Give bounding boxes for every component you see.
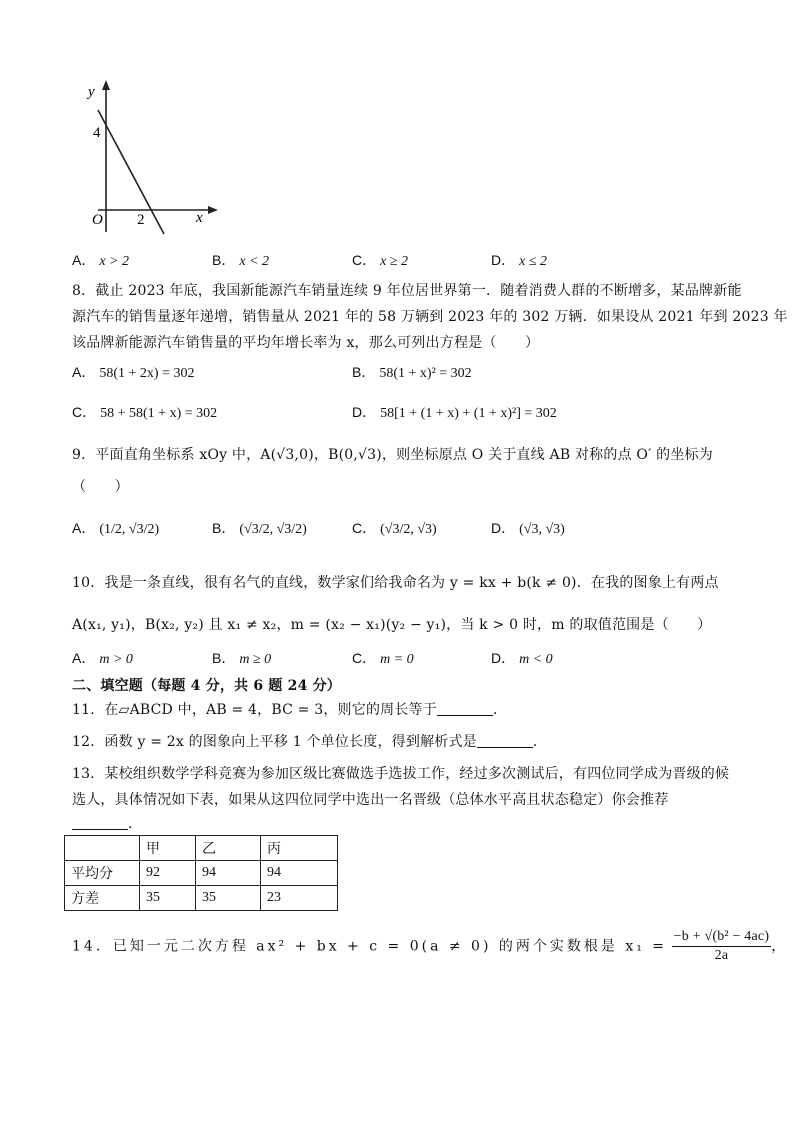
q13-text-line1: 13．某校组织数学学科竞赛为参加区级比赛做选手选拔工作，经过多次测试后，有四位同学成为晋级的候 bbox=[72, 766, 730, 782]
q12-answer-blank[interactable] bbox=[477, 733, 533, 748]
q8-option-c[interactable]: C． 58 + 58(1 + x) = 302 bbox=[72, 404, 218, 421]
q9-option-b[interactable]: B． (√3/2, √3/2) bbox=[212, 520, 307, 537]
q10-option-d[interactable]: D． m < 0 bbox=[491, 650, 553, 667]
q8-text-line1: 8．截止 2023 年底，我国新能源汽车销量连续 9 年位居世界第一．随着消费人群的不断增多，某品牌新能 bbox=[72, 283, 742, 299]
q10-option-b[interactable]: B． m ≥ 0 bbox=[212, 650, 272, 667]
table-cell: 方差 bbox=[65, 886, 140, 911]
q8-option-b[interactable]: B． 58(1 + x)² = 302 bbox=[352, 364, 472, 381]
score-table bbox=[64, 835, 338, 911]
table-header-cell: 甲 bbox=[140, 836, 196, 861]
q7-option-c[interactable]: C． x ≥ 2 bbox=[352, 252, 409, 269]
q9-option-d[interactable]: D． (√3, √3) bbox=[491, 520, 565, 537]
q9-text-line1: 9．平面直角坐标系 xOy 中，A(√3,0)，B(0,√3)，则坐标原点 O 关于直线 AB 对称的点 O′ 的坐标为 bbox=[72, 447, 713, 463]
q8-option-a[interactable]: A． 58(1 + 2x) = 302 bbox=[72, 364, 195, 381]
q14-question: 14．已知一元二次方程 ax² + bx + c = 0(a ≠ 0) 的两个实数根是 x₁ = bbox=[72, 938, 668, 955]
q12-text bbox=[72, 731, 547, 751]
y-intercept-label: 4 bbox=[93, 125, 101, 141]
graph-figure bbox=[76, 72, 222, 240]
y-axis-arrow bbox=[102, 80, 110, 90]
y-axis-label: y bbox=[88, 84, 95, 100]
q11-answer-blank[interactable] bbox=[437, 701, 493, 716]
q10-option-c[interactable]: C． m = 0 bbox=[352, 650, 414, 667]
q10-text-line2: A(x₁, y₁)，B(x₂, y₂) 且 x₁ ≠ x₂，m = (x₂ − x₁)(y₂ − y₁)，当 k > 0 时，m 的取值范围是（ ） bbox=[72, 617, 712, 633]
x-axis-label: x bbox=[196, 210, 203, 226]
q8-text-line3: 该品牌新能源汽车销售量的平均年增长率为 x，那么可列出方程是（ ） bbox=[72, 335, 540, 351]
q13-answer-blank[interactable] bbox=[72, 815, 128, 830]
fraction-denominator: 2a bbox=[714, 948, 729, 963]
q14-text: 14．已知一元二次方程 ax² + bx + c = 0(a ≠ 0) 的两个实数根是 x₁ = $\frac{\text{−b + √(b² − 4ac)}}{2a}$ ， bbox=[72, 929, 786, 963]
table-cell: 94 bbox=[196, 861, 261, 886]
q7-option-b[interactable]: B． x < 2 bbox=[212, 252, 270, 269]
q12-question: 12．函数 y = 2x 的图象向上平移 1 个单位长度，得到解析式是 bbox=[72, 734, 477, 750]
origin-label: O bbox=[92, 212, 103, 228]
q11-text bbox=[72, 699, 507, 719]
line-graph bbox=[76, 72, 222, 240]
table-cell: 92 bbox=[140, 861, 196, 886]
table-cell: 平均分 bbox=[65, 861, 140, 886]
table-cell: 23 bbox=[261, 886, 338, 911]
q13-text-line2: 选人，具体情况如下表，如果从这四位同学中选出一名晋级（总体水平高且状态稳定）你会推荐 bbox=[72, 792, 669, 808]
x-axis-arrow bbox=[208, 206, 218, 214]
q8-text-line2: 源汽车的销售量逐年递增，销售量从 2021 年的 58 万辆到 2023 年的 302 万辆．如果设从 2021 年到 2023 年 bbox=[72, 309, 788, 325]
q13-period: ． bbox=[128, 816, 143, 832]
q9-text-line2: （ ） bbox=[72, 479, 129, 495]
q8-option-d[interactable]: D． 58[1 + (1 + x) + (1 + x)²] = 302 bbox=[352, 404, 557, 421]
q10-text-line1: 10．我是一条直线，很有名气的直线，数学家们给我命名为 y = kx + b(k ≠ 0)．在我的图象上有两点 bbox=[72, 575, 719, 591]
table-header-cell bbox=[65, 836, 140, 861]
q11-period: ． bbox=[492, 702, 508, 718]
table-header-cell: 乙 bbox=[196, 836, 261, 861]
q7-option-a[interactable]: A． x > 2 bbox=[72, 252, 130, 269]
table-cell: 94 bbox=[261, 861, 338, 886]
table-row bbox=[65, 861, 338, 886]
q10-option-a[interactable]: A． m > 0 bbox=[72, 650, 133, 667]
q11-question: 11．在▱ABCD 中，AB = 4，BC = 3，则它的周长等于 bbox=[72, 702, 437, 718]
x-intercept-label: 2 bbox=[137, 212, 145, 228]
section-heading-fill-in: 二、填空题（每题 4 分，共 6 题 24 分） bbox=[72, 678, 342, 694]
q7-option-d[interactable]: D． x ≤ 2 bbox=[491, 252, 548, 269]
table-cell: 35 bbox=[196, 886, 261, 911]
q9-option-c[interactable]: C． (√3/2, √3) bbox=[352, 520, 437, 537]
q13-answer-line bbox=[72, 813, 142, 833]
table-header-row bbox=[65, 836, 338, 861]
function-line bbox=[98, 110, 164, 234]
table-header-cell: 丙 bbox=[261, 836, 338, 861]
q14-root-fraction bbox=[672, 928, 772, 965]
q12-period: ． bbox=[532, 734, 548, 750]
table-cell: 35 bbox=[140, 886, 196, 911]
fraction-numerator: −b + √(b² − 4ac) bbox=[672, 928, 772, 947]
table-row bbox=[65, 886, 338, 911]
q9-option-a[interactable]: A． (1/2, √3/2) bbox=[72, 520, 160, 537]
